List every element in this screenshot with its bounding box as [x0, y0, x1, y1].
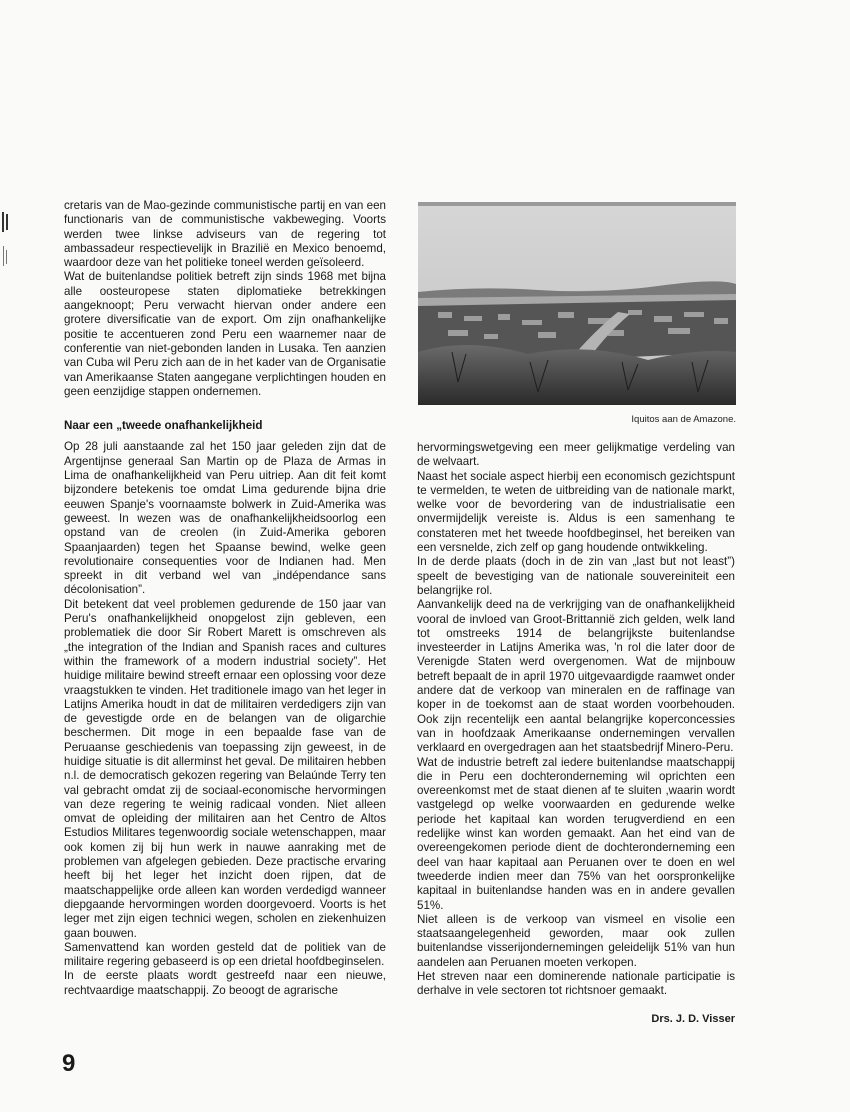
section-heading: Naar een „tweede onafhankelijkheid [64, 419, 263, 433]
paragraph: In de derde plaats (doch in de zin van „last but not least”) speelt de bevestiging van de nationale souvereiniteit een belangrijke rol. [417, 555, 735, 597]
left-text-column [64, 199, 386, 998]
margin-scan-marks [0, 210, 14, 280]
page-number: 9 [62, 1050, 76, 1077]
paragraph: Dit betekent dat veel problemen gedurende de 150 jaar van Peru's onafhankelijkheid onopgelost zijn gebleven, een problematiek die door Sir Robert Marett is omschreven als „the integration of the Indian and Spanish races and cultures within the framework of a modern industrial society”. Het huidige militaire bewind streeft ernaar een oplossing voor deze vraagstukken te vinden. Het traditionele imago van het leger in Latijns Amerika houdt in dat de militairen verdedigers zijn van de gevestigde orde en de belangen van de oligarchie beschermen. Dit moge in een bepaalde fase van de Peruaanse geschiedenis van toepassing zijn geweest, in de huidige situatie is dit allerminst het geval. De militairen hebben n.l. de democratisch gekozen regering van Belaúnde Terry ten val gebracht omdat zij de sociaal-economische hervormingen van deze regering te weinig radicaal vonden. Niet alleen omvat de opleiding der militairen aan het Centro de Altos Estudios Militares tegenwoordig sociale wetenschappen, maar ook komen zij bij hun werk in nauwe aanraking met de problemen van afgelegen gebieden. Deze practische ervaring heeft bij het leger het inzicht doen rijpen, dat de maatschappelijke orde alleen kan worden verdedigd wanneer diepgaande hervormingen worden doorgevoerd. Voorts is het leger met zijn eigen technici wegen, scholen en ziekenhuizen gaan bouwen. [64, 597, 386, 940]
paragraph: Niet alleen is de verkoop van vismeel en visolie een staatsaangelegenheid geworden, maar ook zullen buitenlandse visserijondernemingen geleidelijk 51% van hun aandelen aan Peruanen moeten verkopen. [417, 912, 735, 969]
paragraph: Op 28 juli aanstaande zal het 150 jaar geleden zijn dat de Argentijnse generaal San Martin op de Plaza de Armas in Lima de onafhankelijkheid van Peru uitriep. Aan dit feit komt bijzondere betekenis toe omdat Lima gedurende bijna drie eeuwen Spanje's voornaamste bolwerk in Zuid-Amerika was geweest. In wezen was de onafhankelijkheidsoorlog een opstand van de creolen (in Zuid-Amerika geboren Spaanjaarden) tegen het Spaanse bewind, welke geen revolutionaire consequenties voor de Indianen had. Men spreekt in dit verband wel van „indépendance sans décolonisation”. [64, 440, 386, 597]
photo-caption: Iquitos aan de Amazone. [631, 414, 736, 425]
right-text-column [417, 441, 735, 999]
paragraph: Samenvattend kan worden gesteld dat de politiek van de militaire regering gebaseerd is op een drietal hoofdbeginselen. [64, 940, 386, 969]
paragraph: Wat de industrie betreft zal iedere buitenlandse maatschappij die in Peru een dochteronderneming wil oprichten een overeenkomst met de staat dienen af te sluiten ,waarin wordt vastgelegd op welke voorwaarden en gedurende welke periode het kapitaal kan worden terugverdiend en een redelijke winst kan worden gemaakt. Aan het eind van de overeengekomen periode dient de dochteronderneming een deel van haar kapitaal aan Peruanen over te doen en wel tweederde indien meer dan 75% van het oorspronkelijke kapitaal in buitenlandse handen was en in andere gevallen 51%. [417, 755, 735, 912]
paragraph: In de eerste plaats wordt gestreefd naar een nieuwe, rechtvaardige maatschappij. Zo beoogt de agrarische [64, 969, 386, 997]
paragraph: Het streven naar een dominerende nationale participatie is derhalve in vele sectoren tot richtsnoer gemaakt. [417, 969, 735, 998]
paragraph: hervormingswetgeving een meer gelijkmatige verdeling van de welvaart. [417, 441, 735, 469]
paragraph: Wat de buitenlandse politiek betreft zijn sinds 1968 met bijna alle oosteuropese staten diplomatieke betrekkingen aangeknoopt; Peru verwacht hiervan onder andere een grotere diversificatie van de export. Om zijn onafhankelijke positie te accentueren zond Peru een waarnemer naar de conferentie van niet-gebonden landen in Lusaka. Ten aanzien van Cuba wil Peru zich aan de in het kader van de Organisatie van Amerikaanse Staten aangegane verplichtingen houden en geen eenzijdige stappen ondernemen. [64, 270, 386, 398]
iquitos-photo [418, 202, 736, 405]
paragraph: cretaris van de Mao-gezinde communistische partij en van een functionaris van de communistische vakbeweging. Voorts werden twee linkse adviseurs van de regering tot ambassadeur respectievelijk in Brazilië en Mexico benoemd, waardoor deze van het politieke toneel werden geïsoleerd. [64, 199, 386, 270]
paragraph: Aanvankelijk deed na de verkrijging van de onafhankelijkheid vooral de invloed van Groot-Brittannië zich gelden, welk land tot omstreeks 1914 de belangrijkste buitenlandse investeerder in Latijns Amerika was, 'n rol die later door de Verenigde Staten werd overgenomen. Wat de mijnbouw betreft bepaalt de in april 1970 uitgevaardigde raamwet onder andere dat de verkoop van mineralen en de raffinage van koper in de toekomst aan de staat worden voorbehouden. Ook zijn recentelijk een aantal belangrijke koperconcessies van in hoofdzaak Amerikaanse ondernemingen vervallen verklaard en overgedragen aan het staatsbedrijf Minero-Peru. [417, 598, 735, 755]
paragraph: Naast het sociale aspect hierbij een economisch gezichtspunt te vermelden, te weten de uitbreiding van de nationale markt, welke voor de bevordering van de industrialisatie een onvermijdelijk vereiste is. Aldus is een samenhang te constateren met het tweede hoofdbeginsel, het bereiken van een versnelde, zich zelf op gang houdende ontwikkeling. [417, 469, 735, 555]
author-signature: Drs. J. D. Visser [651, 1013, 735, 1025]
